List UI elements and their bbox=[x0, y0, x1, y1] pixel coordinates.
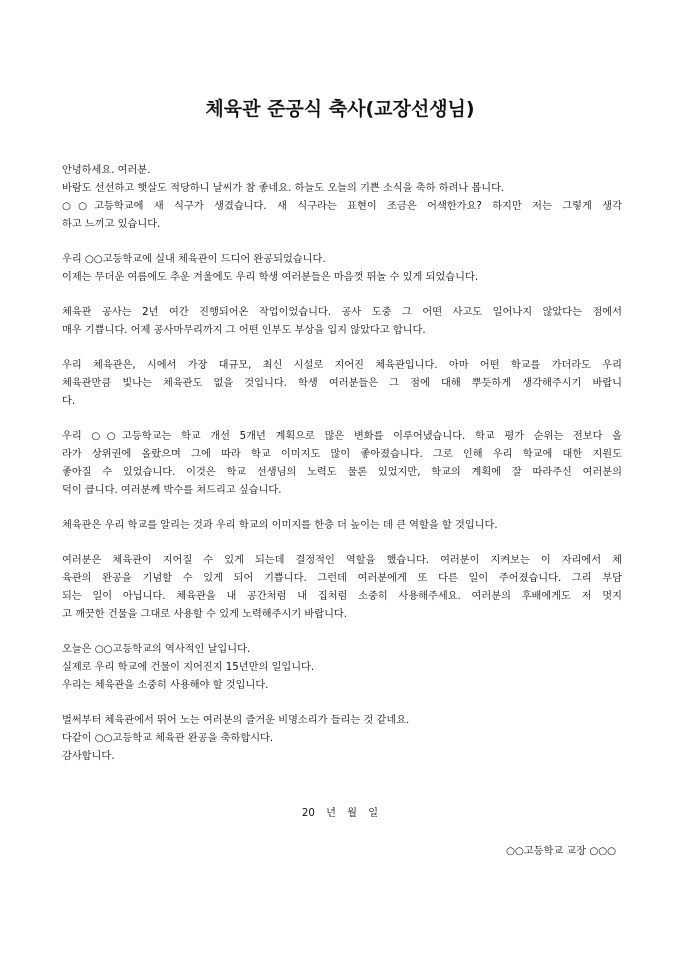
text-line: 우리는 체육관을 소중히 사용해야 할 것입니다. bbox=[62, 680, 269, 691]
text-line: 다. bbox=[62, 396, 76, 407]
paragraph-request bbox=[62, 552, 622, 624]
date-line: 20 년 월 일 bbox=[301, 808, 379, 819]
document-body bbox=[62, 162, 622, 783]
text-line: 매우 기쁩니다. 어제 공사마무리까지 그 어떤 인부도 부상을 입지 않았다고 합니다. bbox=[62, 325, 426, 336]
paragraph-facility bbox=[62, 357, 622, 411]
text-line: 우리 ○○고등학교는 학교 개선 5개년 계획으로 많은 변화를 이루어냈습니다. 학교 평가 순위는 전보다 올 bbox=[62, 431, 622, 442]
text-line: 오늘은 ○○고등학교의 역사적인 날입니다. bbox=[62, 644, 251, 655]
text-line: 다같이 ○○고등학교 체육관 완공을 축하합시다. bbox=[62, 733, 274, 744]
paragraph-greeting bbox=[62, 162, 622, 234]
text-line: 우리 체육관은, 시에서 가장 대규모, 최신 시설로 지어진 체육관입니다. 아마 어떤 학교를 가더라도 우리 bbox=[62, 360, 622, 371]
text-line: 체육관만큼 빛나는 체육관도 없을 것입니다. 학생 여러분들은 그 점에 대해 뿌듯하게 생각해주시기 바랍니 bbox=[62, 378, 622, 389]
text-line: 되는 일이 아닙니다. 체육관을 내 공간처럼 내 집처럼 소중히 사용해주세요. 여러분의 후배에게도 저 멋지 bbox=[62, 591, 622, 602]
text-line: ○○고등학교에 새 식구가 생겼습니다. 새 식구라는 표현이 조금은 어색한가요? 하지만 저는 그렇게 생각 bbox=[62, 201, 622, 212]
paragraph-completion bbox=[62, 251, 622, 287]
text-line: 우리 ○○고등학교에 실내 체육관이 드디어 완공되었습니다. bbox=[62, 254, 326, 265]
text-line: 여러분은 체육관이 지어질 수 있게 되는데 결정적인 역할을 했습니다. 여러분이 지켜보는 이 자리에서 체 bbox=[62, 555, 622, 566]
text-line: 바람도 선선하고 햇살도 적당하니 날씨가 참 좋네요. 하늘도 오늘의 기쁜 소식을 축하 하려나 봅니다. bbox=[62, 183, 505, 194]
text-line: 체육관 공사는 2년 여간 진행되어온 작업이었습니다. 공사 도중 그 어떤 사고도 일어나지 않았다는 점에서 bbox=[62, 307, 622, 318]
paragraph-closing bbox=[62, 712, 622, 766]
text-line: 감사합니다. bbox=[62, 751, 115, 762]
text-line: 이제는 무더운 여름에도 추운 겨울에도 우리 학생 여러분들은 마음껏 뛰놀 수 있게 되었습니다. bbox=[62, 272, 479, 283]
paragraph-image bbox=[62, 517, 622, 535]
text-line: 좋아질 수 있었습니다. 이것은 학교 선생님의 노력도 물론 있었지만, 학교의 계획에 잘 따라주신 여러분의 bbox=[62, 467, 622, 478]
paragraph-history bbox=[62, 641, 622, 695]
text-line: 고 깨끗한 건물을 그대로 사용할 수 있게 노력해주시기 바랍니다. bbox=[62, 609, 348, 620]
text-line: 실제로 우리 학교에 건물이 지어진지 15년만의 일입니다. bbox=[62, 662, 315, 673]
text-line: 체육관은 우리 학교를 알리는 것과 우리 학교의 이미지를 한층 더 높이는 데 큰 역할을 할 것입니다. bbox=[62, 520, 498, 531]
paragraph-school-plan bbox=[62, 428, 622, 500]
text-line: 하고 느끼고 있습니다. bbox=[62, 219, 161, 230]
text-line: 라가 상위권에 올랐으며 그에 따라 학교 이미지도 많이 좋아졌습니다. 그로 인해 우리 학교에 대한 지원도 bbox=[62, 449, 622, 460]
document-title: 체육관 준공식 축사(교장선생님) bbox=[205, 98, 475, 120]
signature-line: ○○고등학교 교장 ○○○ bbox=[506, 846, 616, 857]
text-line: 덕이 큽니다. 여러분께 박수를 쳐드리고 싶습니다. bbox=[62, 485, 282, 496]
text-line: 벌써부터 체육관에서 뛰어 노는 여러분의 즐거운 비명소리가 들리는 것 같네요. bbox=[62, 715, 410, 726]
text-line: 육관의 완공을 기념할 수 있게 되어 기쁩니다. 그런데 여러분에게 또 다른 일이 주어졌습니다. 그리 부담 bbox=[62, 573, 622, 584]
paragraph-construction bbox=[62, 304, 622, 340]
text-line: 안녕하세요. 여러분. bbox=[62, 165, 151, 176]
